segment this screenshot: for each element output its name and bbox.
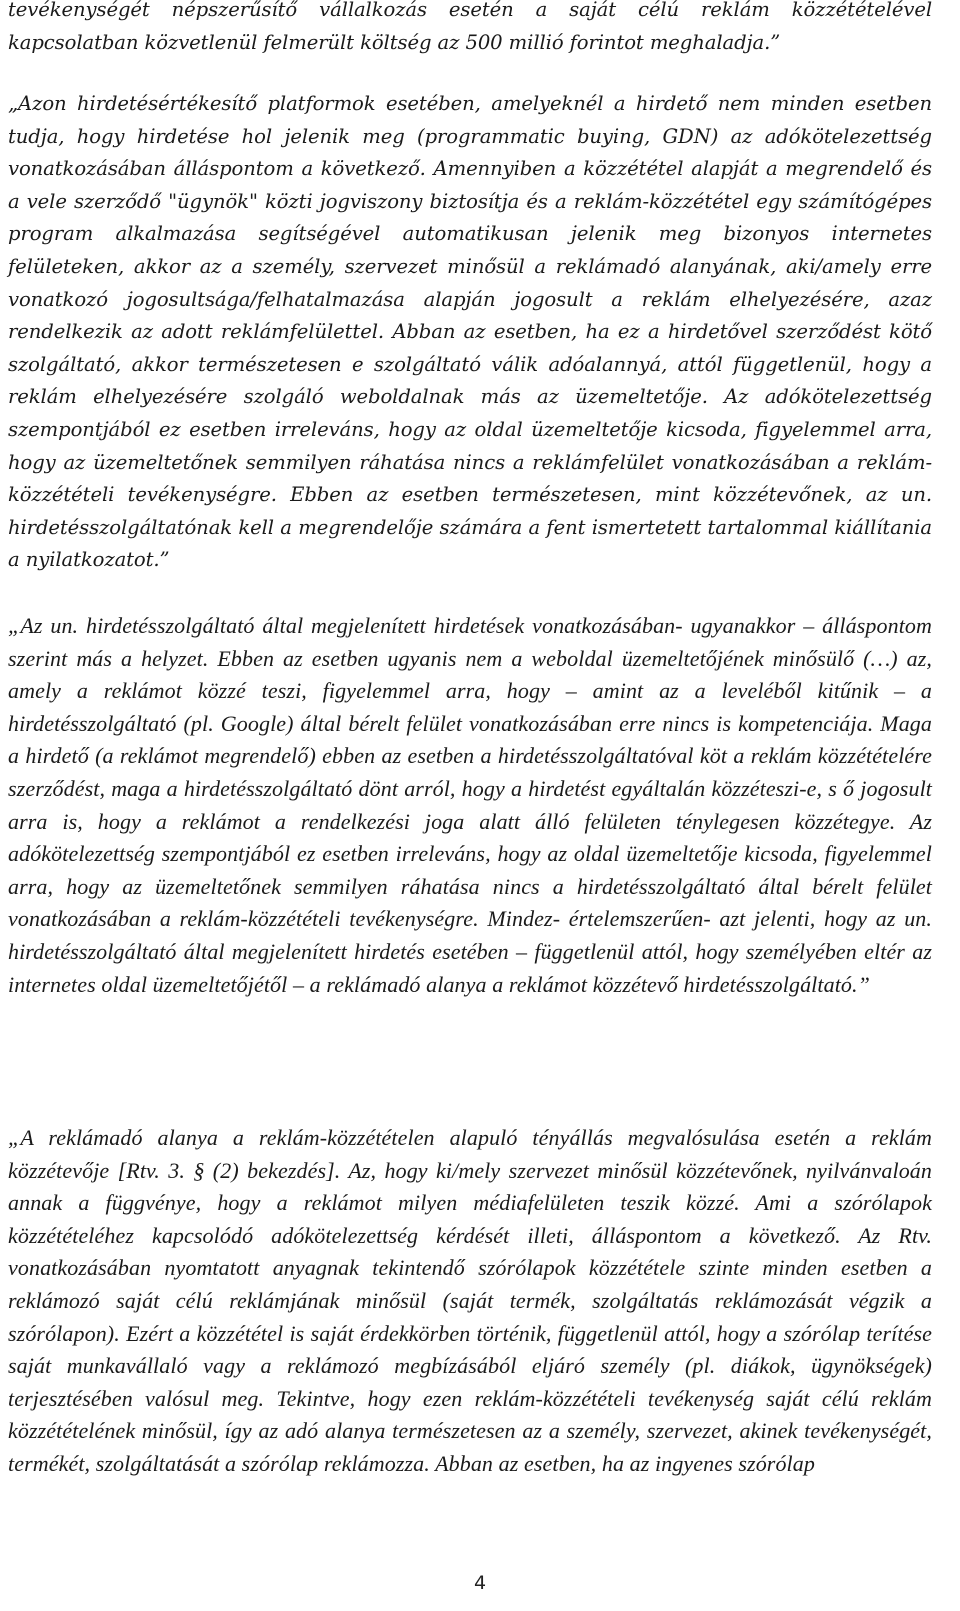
page-number: 4 [473, 1572, 487, 1594]
document-page [8, 0, 932, 1611]
paragraph-continuation: tevékenységét népszerűsítő vállalkozás esetén a saját célú reklám közzétételével kapcsolatban közvetlenül felmerült költség az 500 millió forintot meghaladja.” [8, 0, 932, 54]
paragraph-quote-ad-service: „Az un. hirdetésszolgáltató által megjelenített hirdetések vonatkozásában- ugyanakkor – álláspontom szerint más a helyzet. Ebben az esetben ugyanis nem a weboldal üzemeltetőjének minősülő (…) az, amely a reklámot közzé teszi, figyelemmel arra, hogy – amint az a leveléből kitűnik – a hirdetésszolgáltató (pl. Google) által bérelt felület vonatkozásában erre nincs is kompetenciája. Maga a hirdető (a reklámot megrendelő) ebben az esetben a hirdetésszolgáltatóval köt a reklám közzétételére szerződést, maga a hirdetésszolgáltató dönt arról, hogy a hirdetést egyáltalán közzéteszi-e, s ő jogosult arra is, hogy a reklámot a rendelkezési joga alatt álló felületen ténylegesen közzétegye. Az adókötelezettség szempontjából ez esetben irreleváns, hogy az oldal üzemeltetője kicsoda, figyelemmel arra, hogy az üzemeltetőnek semmilyen ráhatása nincs a hirdetésszolgáltató által bérelt felület vonatkozásában a reklám-közzétételi tevékenységre. Mindez- értelemszerűen- azt jelenti, hogy az un. hirdetésszolgáltató által megjelenített hirdetés esetében – függetlenül attól, hogy személyében eltér az internetes oldal üzemeltetőjétől – a reklámadó alanya a reklámot közzétevő hirdetésszolgáltató.” [8, 613, 932, 997]
paragraph-quote-flyers: „A reklámadó alanya a reklám-közzétételen alapuló tényállás megvalósulása esetén a reklám közzétevője [Rtv. 3. § (2) bekezdés]. Az, hogy ki/mely szervezet minősül közzétevőnek, nyilvánvaloán annak a függvénye, hogy a reklámot milyen médiafelületen teszik közzé. Ami a szórólapok közzétételéhez kapcsolódó adókötelezettség kérdését illeti, álláspontom a következő. Az Rtv. vonatkozásában nyomtatott anyagnak tekintendő szórólapok közzététele szinte minden esetben a reklámozó saját célú reklámjának minősül (saját termék, szolgáltatás reklámozását végzik a szórólapon). Ezért a közzététel is saját érdekkörben történik, függetlenül attól, hogy a szórólap terítése saját munkavállaló vagy a reklámozó megbízásából eljáró személy (pl. diákok, ügynökségek) terjesztésében valósul meg. Tekintve, hogy ezen reklám-közzétételi tevékenység saját célú reklám közzétételének minősül, így az adó alanya természetesen az a személy, szervezet, akinek tevékenységét, termékét, szolgáltatását a szórólap reklámozza. Abban az esetben, ha az ingyenes szórólap [8, 1125, 932, 1476]
paragraph-quote-platforms: „Azon hirdetésértékesítő platformok esetében, amelyeknél a hirdető nem minden esetben tudja, hogy hirdetése hol jelenik meg (programmatic buying, GDN) az adókötelezettség vonatkozásában álláspontom a következő. Amennyiben a közzététel alapját a megrendelő és a vele szerződő "ügynök" közti jogviszony biztosítja és a reklám-közzététel egy számítógépes program alkalmazása segítségével automatikusan jelenik meg bizonyos internetes felületeken, akkor az a személy, szervezet minősül a reklámadó alanyának, aki/amely erre vonatkozó jogosultsága/felhatalmazása alapján jogosult a reklám elhelyezésére, azaz rendelkezik az adott reklámfelülettel. Abban az esetben, ha ez a hirdetővel szerződést kötő szolgáltató, akkor természetesen e szolgáltató válik adóalannyá, attól függetlenül, hogy a reklám elhelyezésére szolgáló weboldalnak más az üzemeltetője. Az adókötelezettség szempontjából ez esetben irreleváns, hogy az oldal üzemeltetője kicsoda, figyelemmel arra, hogy az üzemeltetőnek semmilyen ráhatása nincs a reklámfelület vonatkozásában a reklám-közzétételi tevékenységre. Ebben az esetben természetesen, mint közzétevőnek, az un. hirdetésszolgáltatónak kell a megrendelője számára a fent ismertetett tartalommal kiállítania a nyilatkozatot.” [8, 92, 932, 572]
